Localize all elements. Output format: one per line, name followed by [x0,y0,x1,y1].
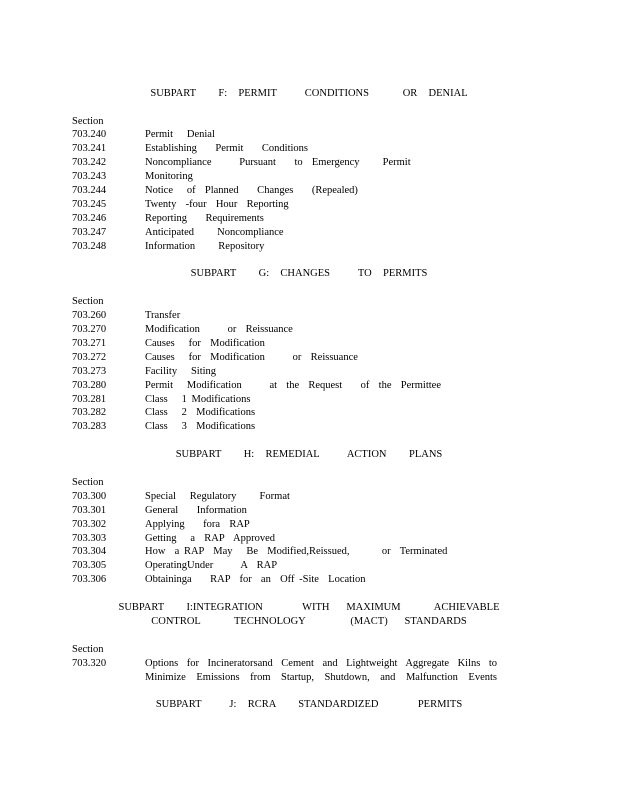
toc-row [0,490,618,504]
section-number: 703.247 [72,227,107,238]
toc-row [0,156,618,170]
section-title: Permit Modification at the Request of the Permittee [145,380,441,391]
subpart-g-heading: SUBPART G: CHANGES TO PERMITS [190,268,428,279]
section-title: Modification or Reissuance [145,324,293,335]
toc-row [0,184,618,198]
toc-row [0,518,618,532]
section-title: Class 1 Modifications [145,394,251,405]
section-number: 703.273 [72,366,107,377]
section-title: Class 3 Modifications [145,421,256,432]
toc-row-continuation [0,671,618,685]
section-label: Section [72,116,104,127]
toc-row [0,212,618,226]
toc-row [0,532,618,546]
section-title: Applying fora RAP [145,519,250,530]
section-number: 703.306 [72,574,107,585]
section-number: 703.244 [72,185,107,196]
section-title: Facility Siting [145,366,217,377]
subpart-h-heading: SUBPART H: REMEDIAL ACTION PLANS [175,449,443,460]
section-title: Getting a RAP Approved [145,533,275,544]
section-number: 703.248 [72,241,107,252]
toc-row [0,365,618,379]
section-number: 703.270 [72,324,107,335]
toc-row [0,198,618,212]
toc-row [0,559,618,573]
section-title: Anticipated Noncompliance [145,227,284,238]
section-title: Noncompliance Pursuant to Emergency Permit [145,157,411,168]
toc-row [0,406,618,420]
section-number: 703.283 [72,421,107,432]
section-number: 703.245 [72,199,107,210]
toc-row [0,240,618,254]
section-label: Section [72,644,104,655]
section-title: Transfer [145,310,181,321]
section-number: 703.242 [72,157,107,168]
section-number: 703.320 [72,658,107,669]
subpart-f-heading: SUBPART F: PERMIT CONDITIONS OR DENIAL [150,88,468,99]
toc-row [0,128,618,142]
toc-row [0,504,618,518]
section-label-row [0,643,618,657]
toc-row [0,226,618,240]
section-number: 703.240 [72,129,107,140]
section-title: Options for Incineratorsand Cement and Lightweight Aggregate Kilns to [145,658,497,669]
section-number: 703.271 [72,338,107,349]
section-title: Class 2 Modifications [145,407,256,418]
toc-row [0,545,618,559]
section-label: Section [72,296,104,307]
toc-row [0,170,618,184]
toc-row [0,323,618,337]
section-label-row [0,295,618,309]
section-title: General Information [145,505,247,516]
toc-row [0,142,618,156]
section-title: Information Repository [145,241,265,252]
toc-row [0,309,618,323]
section-number: 703.260 [72,310,107,321]
section-number: 703.272 [72,352,107,363]
section-title: Establishing Permit Conditions [145,143,309,154]
section-title: Twenty -four Hour Reporting [145,199,289,210]
section-number: 703.282 [72,407,107,418]
toc-row [0,337,618,351]
section-title: Obtaininga RAP for an Off -Site Location [145,574,366,585]
section-number: 703.302 [72,519,107,530]
section-number: 703.281 [72,394,107,405]
toc-row [0,379,618,393]
section-number: 703.301 [72,505,107,516]
section-number: 703.280 [72,380,107,391]
toc-row [0,420,618,434]
toc-row [0,657,618,671]
section-title: Monitoring [145,171,193,182]
section-label-row [0,115,618,129]
section-title: OperatingUnder A RAP [145,560,278,571]
toc-row [0,351,618,365]
section-number: 703.304 [72,546,107,557]
section-number: 703.243 [72,171,107,182]
toc-row [0,393,618,407]
section-number: 703.246 [72,213,107,224]
section-title: How a RAP May Be Modified,Reissued, or Terminated [145,546,448,557]
section-number: 703.300 [72,491,107,502]
section-number: 703.241 [72,143,107,154]
section-title: Reporting Requirements [145,213,264,224]
section-number: 703.305 [72,560,107,571]
toc-row [0,573,618,587]
section-title: Special Regulatory Format [145,491,290,502]
subpart-j-heading: SUBPART J: RCRA STANDARDIZED PERMITS [155,699,463,710]
subpart-i-heading: SUBPART I:INTEGRATION WITH MAXIMUM ACHIEVABLE [118,602,500,613]
section-title: Notice of Planned Changes (Repealed) [145,185,358,196]
section-title: Causes for Modification [145,338,265,349]
section-number: 703.303 [72,533,107,544]
subpart-i-heading-line-2: CONTROL TECHNOLOGY (MACT) STANDARDS [151,616,467,627]
section-title-continuation: Minimize Emissions from Startup, Shutdown, and Malfunction Events [145,672,497,683]
section-label: Section [72,477,104,488]
section-title: Causes for Modification or Reissuance [145,352,358,363]
section-label-row [0,476,618,490]
section-title: Permit Denial [145,129,215,140]
